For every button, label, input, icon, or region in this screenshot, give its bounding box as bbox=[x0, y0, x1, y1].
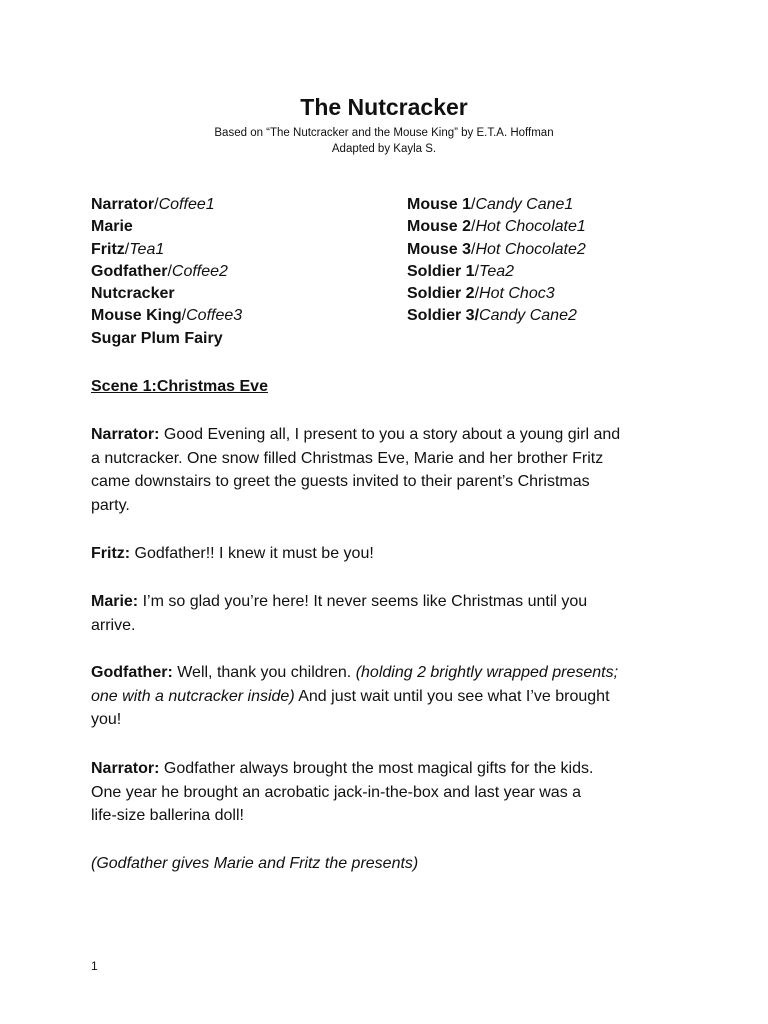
cast-role: Mouse King bbox=[91, 307, 182, 325]
dialogue-line: life-size ballerina doll! bbox=[91, 807, 244, 825]
cast-entry bbox=[91, 261, 242, 283]
dialogue-line: came downstairs to greet the guests invited to their parent’s Christmas bbox=[91, 473, 590, 491]
cast-separator: / bbox=[154, 196, 159, 213]
cast-entry bbox=[91, 305, 242, 327]
speaker-name: Narrator: bbox=[91, 760, 160, 777]
dialogue-text: Good Evening all, I present to you a story about a young girl and bbox=[159, 426, 621, 443]
speaker-name: Marie: bbox=[91, 593, 139, 610]
inline-stage-direction: one with a nutcracker inside) bbox=[91, 687, 295, 705]
cast-alternate: Hot Choc3 bbox=[479, 285, 555, 303]
cast-alternate: Coffee2 bbox=[171, 262, 228, 280]
cast-role: Soldier 2 bbox=[407, 285, 475, 303]
cast-role: Soldier 3/ bbox=[407, 307, 480, 325]
stage-direction bbox=[91, 852, 691, 876]
stage-direction-text: (Godfather gives Marie and Fritz the presents) bbox=[91, 855, 419, 872]
dialogue-line: a nutcracker. One snow filled Christmas Eve, Marie and her brother Fritz bbox=[91, 449, 604, 467]
cast-separator: / bbox=[181, 307, 187, 325]
cast-separator: / bbox=[124, 240, 130, 258]
cast-separator: / bbox=[474, 285, 480, 303]
dialogue-line bbox=[91, 685, 691, 709]
dialogue-narrator-2 bbox=[91, 757, 691, 828]
dialogue-text: Well, thank you children. bbox=[172, 664, 356, 681]
dialogue-line bbox=[91, 542, 691, 566]
cast-separator: / bbox=[474, 262, 480, 280]
cast-entry bbox=[91, 194, 242, 216]
dialogue-text: I’m so glad you’re here! It never seems like Christmas until you bbox=[138, 593, 588, 610]
cast-role: Marie bbox=[91, 218, 133, 236]
source-credit: Based on “The Nutcracker and the Mouse King” by E.T.A. Hoffman bbox=[214, 127, 554, 139]
inline-stage-direction: (holding 2 brightly wrapped presents; bbox=[355, 664, 619, 681]
cast-entry bbox=[407, 283, 586, 305]
cast-entry bbox=[407, 194, 586, 216]
cast-separator: / bbox=[471, 218, 476, 236]
cast-role: Narrator bbox=[91, 196, 155, 213]
dialogue-line: arrive. bbox=[91, 616, 136, 634]
cast-role: Sugar Plum Fairy bbox=[91, 329, 223, 347]
scene-heading: Scene 1:Christmas Eve bbox=[91, 378, 268, 395]
cast-alternate: Candy Cane1 bbox=[475, 196, 574, 213]
cast-entry bbox=[91, 283, 242, 305]
cast-role: Mouse 1 bbox=[407, 196, 472, 213]
dialogue-marie bbox=[91, 590, 691, 637]
cast-separator: / bbox=[471, 240, 476, 258]
dialogue-fritz bbox=[91, 542, 691, 566]
cast-entry bbox=[407, 239, 586, 261]
dialogue-text: And just wait until you see what I’ve brought bbox=[294, 687, 610, 705]
page-number: 1 bbox=[91, 959, 98, 973]
cast-role: Soldier 1 bbox=[407, 262, 475, 280]
dialogue-line bbox=[91, 757, 691, 781]
dialogue-line: One year he brought an acrobatic jack-in-the-box and last year was a bbox=[91, 783, 582, 801]
dialogue-line bbox=[91, 661, 691, 685]
cast-entry bbox=[407, 305, 586, 327]
dialogue-text: Godfather always brought the most magical gifts for the kids. bbox=[159, 760, 594, 777]
cast-role: Mouse 2 bbox=[407, 218, 472, 236]
cast-role: Godfather bbox=[91, 262, 168, 280]
cast-alternate: Hot Chocolate2 bbox=[475, 240, 586, 258]
document-title: The Nutcracker bbox=[300, 94, 468, 120]
dialogue-line bbox=[91, 423, 691, 447]
cast-entry bbox=[91, 216, 242, 238]
cast-entry bbox=[91, 239, 242, 261]
cast-alternate: Tea1 bbox=[129, 240, 165, 258]
cast-separator: / bbox=[471, 196, 476, 213]
dialogue-godfather bbox=[91, 661, 691, 732]
cast-list-right bbox=[407, 194, 586, 328]
cast-role: Nutcracker bbox=[91, 285, 175, 303]
dialogue-text: Godfather!! I knew it must be you! bbox=[130, 545, 374, 562]
cast-entry bbox=[91, 328, 242, 350]
dialogue-line bbox=[91, 590, 691, 614]
cast-role: Mouse 3 bbox=[407, 240, 472, 258]
cast-separator: / bbox=[167, 262, 172, 280]
cast-alternate: Candy Cane2 bbox=[479, 307, 577, 325]
cast-entry bbox=[407, 261, 586, 283]
adapter-credit: Adapted by Kayla S. bbox=[331, 143, 437, 155]
speaker-name: Narrator: bbox=[91, 426, 160, 443]
cast-list-left bbox=[91, 194, 242, 350]
dialogue-line: you! bbox=[91, 711, 122, 729]
cast-alternate: Tea2 bbox=[479, 262, 515, 280]
dialogue-line: party. bbox=[91, 497, 130, 515]
cast-alternate: Hot Chocolate1 bbox=[475, 218, 586, 236]
dialogue-narrator-1 bbox=[91, 423, 691, 518]
speaker-name: Fritz: bbox=[91, 545, 131, 562]
cast-alternate: Coffee1 bbox=[158, 196, 215, 213]
cast-entry bbox=[407, 216, 586, 238]
cast-role: Fritz bbox=[91, 240, 125, 258]
cast-alternate: Coffee3 bbox=[186, 307, 243, 325]
speaker-name: Godfather: bbox=[91, 664, 173, 681]
